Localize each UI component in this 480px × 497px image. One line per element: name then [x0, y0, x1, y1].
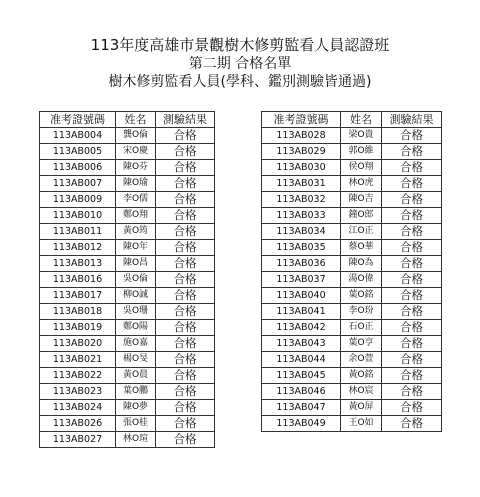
table-row	[40, 304, 215, 320]
exam-id-cell: 113AB011	[40, 224, 116, 240]
result-cell: 合格	[156, 432, 215, 448]
name-cell: 黃O屏	[341, 400, 382, 416]
exam-id-cell: 113AB045	[262, 368, 341, 384]
roster-table-right	[261, 111, 442, 432]
table-row	[262, 208, 442, 224]
exam-id-cell: 113AB036	[262, 256, 341, 272]
result-cell: 合格	[382, 384, 442, 400]
table-row	[262, 176, 442, 192]
header-name: 姓名	[341, 112, 382, 128]
exam-id-cell: 113AB016	[40, 272, 116, 288]
table-row	[262, 224, 442, 240]
table-row	[262, 336, 442, 352]
result-cell: 合格	[382, 320, 442, 336]
exam-id-cell: 113AB049	[262, 416, 341, 432]
table-row	[40, 176, 215, 192]
exam-id-cell: 113AB019	[40, 320, 116, 336]
name-cell: 吳O倫	[116, 272, 156, 288]
table-row	[262, 304, 442, 320]
document-category: 樹木修剪監看人員(學科、鑑別測驗皆通過)	[108, 74, 372, 90]
name-cell: 葉O亨	[341, 336, 382, 352]
exam-id-cell: 113AB031	[262, 176, 341, 192]
result-cell: 合格	[156, 144, 215, 160]
result-cell: 合格	[382, 288, 442, 304]
result-cell: 合格	[156, 384, 215, 400]
exam-id-cell: 113AB029	[262, 144, 341, 160]
name-cell: 江O正	[341, 224, 382, 240]
table-row	[262, 416, 442, 432]
table-header-row	[262, 112, 442, 128]
name-cell: 林O宸	[341, 384, 382, 400]
result-cell: 合格	[382, 352, 442, 368]
table-row	[40, 192, 215, 208]
table-row	[40, 400, 215, 416]
name-cell: 陳O昌	[116, 256, 156, 272]
table-row	[40, 256, 215, 272]
table-row	[262, 320, 442, 336]
result-cell: 合格	[382, 368, 442, 384]
result-cell: 合格	[156, 352, 215, 368]
table-row	[40, 416, 215, 432]
name-cell: 李O儒	[116, 192, 156, 208]
result-cell: 合格	[382, 224, 442, 240]
name-cell: 余O萱	[341, 352, 382, 368]
table-row	[262, 128, 442, 144]
table-row	[262, 288, 442, 304]
exam-id-cell: 113AB030	[262, 160, 341, 176]
name-cell: 鐘O郎	[341, 208, 382, 224]
exam-id-cell: 113AB034	[262, 224, 341, 240]
name-cell: 鄭O翔	[116, 208, 156, 224]
exam-id-cell: 113AB032	[262, 192, 341, 208]
exam-id-cell: 113AB040	[262, 288, 341, 304]
table-row	[40, 368, 215, 384]
result-cell: 合格	[156, 272, 215, 288]
table-row	[40, 432, 215, 448]
result-cell: 合格	[156, 128, 215, 144]
exam-id-cell: 113AB012	[40, 240, 116, 256]
result-cell: 合格	[156, 240, 215, 256]
exam-id-cell: 113AB026	[40, 416, 116, 432]
exam-id-cell: 113AB005	[40, 144, 116, 160]
exam-id-cell: 113AB006	[40, 160, 116, 176]
table-row	[262, 192, 442, 208]
name-cell: 陳O年	[116, 240, 156, 256]
name-cell: 湯O偉	[341, 272, 382, 288]
table-row	[40, 128, 215, 144]
table-row	[262, 256, 442, 272]
table-row	[262, 160, 442, 176]
result-cell: 合格	[156, 160, 215, 176]
table-row	[40, 288, 215, 304]
name-cell: 侯O翔	[341, 160, 382, 176]
result-cell: 合格	[156, 416, 215, 432]
result-cell: 合格	[156, 192, 215, 208]
result-cell: 合格	[156, 208, 215, 224]
name-cell: 林O瑄	[116, 432, 156, 448]
exam-id-cell: 113AB027	[40, 432, 116, 448]
exam-id-cell: 113AB047	[262, 400, 341, 416]
name-cell: 鄭O陽	[116, 320, 156, 336]
header-exam-id: 准考證號碼	[262, 112, 341, 128]
result-cell: 合格	[156, 400, 215, 416]
result-cell: 合格	[382, 144, 442, 160]
exam-id-cell: 113AB020	[40, 336, 116, 352]
result-cell: 合格	[382, 400, 442, 416]
table-header-row	[40, 112, 215, 128]
name-cell: 黃O筠	[116, 224, 156, 240]
result-cell: 合格	[382, 336, 442, 352]
exam-id-cell: 113AB009	[40, 192, 116, 208]
name-cell: 葉O銘	[341, 288, 382, 304]
name-cell: 李O玢	[341, 304, 382, 320]
exam-id-cell: 113AB028	[262, 128, 341, 144]
exam-id-cell: 113AB010	[40, 208, 116, 224]
exam-id-cell: 113AB013	[40, 256, 116, 272]
name-cell: 陳O吉	[341, 192, 382, 208]
exam-id-cell: 113AB007	[40, 176, 116, 192]
name-cell: 黃O銘	[341, 368, 382, 384]
result-cell: 合格	[382, 272, 442, 288]
document-header	[0, 36, 480, 91]
name-cell: 王O如	[341, 416, 382, 432]
name-cell: 郭O維	[341, 144, 382, 160]
header-result: 測驗結果	[382, 112, 442, 128]
result-cell: 合格	[382, 160, 442, 176]
table-row	[40, 384, 215, 400]
result-cell: 合格	[156, 224, 215, 240]
exam-id-cell: 113AB023	[40, 384, 116, 400]
name-cell: 張O桂	[116, 416, 156, 432]
result-cell: 合格	[156, 256, 215, 272]
table-row	[262, 352, 442, 368]
result-cell: 合格	[382, 304, 442, 320]
table-row	[40, 144, 215, 160]
table-row	[40, 352, 215, 368]
table-row	[40, 160, 215, 176]
header-name: 姓名	[116, 112, 156, 128]
result-cell: 合格	[382, 176, 442, 192]
table-row	[262, 400, 442, 416]
result-cell: 合格	[382, 128, 442, 144]
name-cell: 施O嘉	[116, 336, 156, 352]
name-cell: 龔O倫	[116, 128, 156, 144]
result-cell: 合格	[382, 208, 442, 224]
table-row	[262, 144, 442, 160]
result-cell: 合格	[156, 304, 215, 320]
result-cell: 合格	[382, 256, 442, 272]
exam-id-cell: 113AB037	[262, 272, 341, 288]
table-row	[40, 208, 215, 224]
exam-id-cell: 113AB022	[40, 368, 116, 384]
exam-id-cell: 113AB024	[40, 400, 116, 416]
table-row	[40, 224, 215, 240]
header-exam-id: 准考證號碼	[40, 112, 116, 128]
exam-id-cell: 113AB018	[40, 304, 116, 320]
exam-id-cell: 113AB043	[262, 336, 341, 352]
name-cell: 林O虎	[341, 176, 382, 192]
name-cell: 宋O慶	[116, 144, 156, 160]
document-title: 113年度高雄市景觀樹木修剪監看人員認證班	[90, 36, 390, 54]
table-row	[40, 272, 215, 288]
table-row	[262, 240, 442, 256]
exam-id-cell: 113AB041	[262, 304, 341, 320]
exam-id-cell: 113AB033	[262, 208, 341, 224]
result-cell: 合格	[156, 336, 215, 352]
result-cell: 合格	[156, 320, 215, 336]
table-row	[262, 368, 442, 384]
name-cell: 蔡O華	[341, 240, 382, 256]
result-cell: 合格	[156, 176, 215, 192]
exam-id-cell: 113AB021	[40, 352, 116, 368]
table-row	[40, 320, 215, 336]
result-cell: 合格	[382, 240, 442, 256]
table-row	[262, 384, 442, 400]
exam-id-cell: 113AB035	[262, 240, 341, 256]
exam-id-cell: 113AB017	[40, 288, 116, 304]
name-cell: 楊O旻	[116, 352, 156, 368]
result-cell: 合格	[382, 192, 442, 208]
table-row	[40, 336, 215, 352]
name-cell: 陳O芬	[116, 160, 156, 176]
name-cell: 柳O誠	[116, 288, 156, 304]
name-cell: 陳O瑜	[116, 176, 156, 192]
name-cell: 陳O為	[341, 256, 382, 272]
result-cell: 合格	[156, 368, 215, 384]
roster-table-left	[39, 111, 215, 448]
name-cell: 葉O鵬	[116, 384, 156, 400]
document-subtitle: 第二期 合格名單	[188, 56, 292, 72]
result-cell: 合格	[382, 416, 442, 432]
table-row	[40, 240, 215, 256]
name-cell: 梁O貴	[341, 128, 382, 144]
name-cell: 陳O夢	[116, 400, 156, 416]
exam-id-cell: 113AB004	[40, 128, 116, 144]
table-row	[262, 272, 442, 288]
exam-id-cell: 113AB044	[262, 352, 341, 368]
exam-id-cell: 113AB046	[262, 384, 341, 400]
header-result: 測驗結果	[156, 112, 215, 128]
result-cell: 合格	[156, 288, 215, 304]
name-cell: 黃O晨	[116, 368, 156, 384]
name-cell: 吳O珊	[116, 304, 156, 320]
name-cell: 石O正	[341, 320, 382, 336]
exam-id-cell: 113AB042	[262, 320, 341, 336]
